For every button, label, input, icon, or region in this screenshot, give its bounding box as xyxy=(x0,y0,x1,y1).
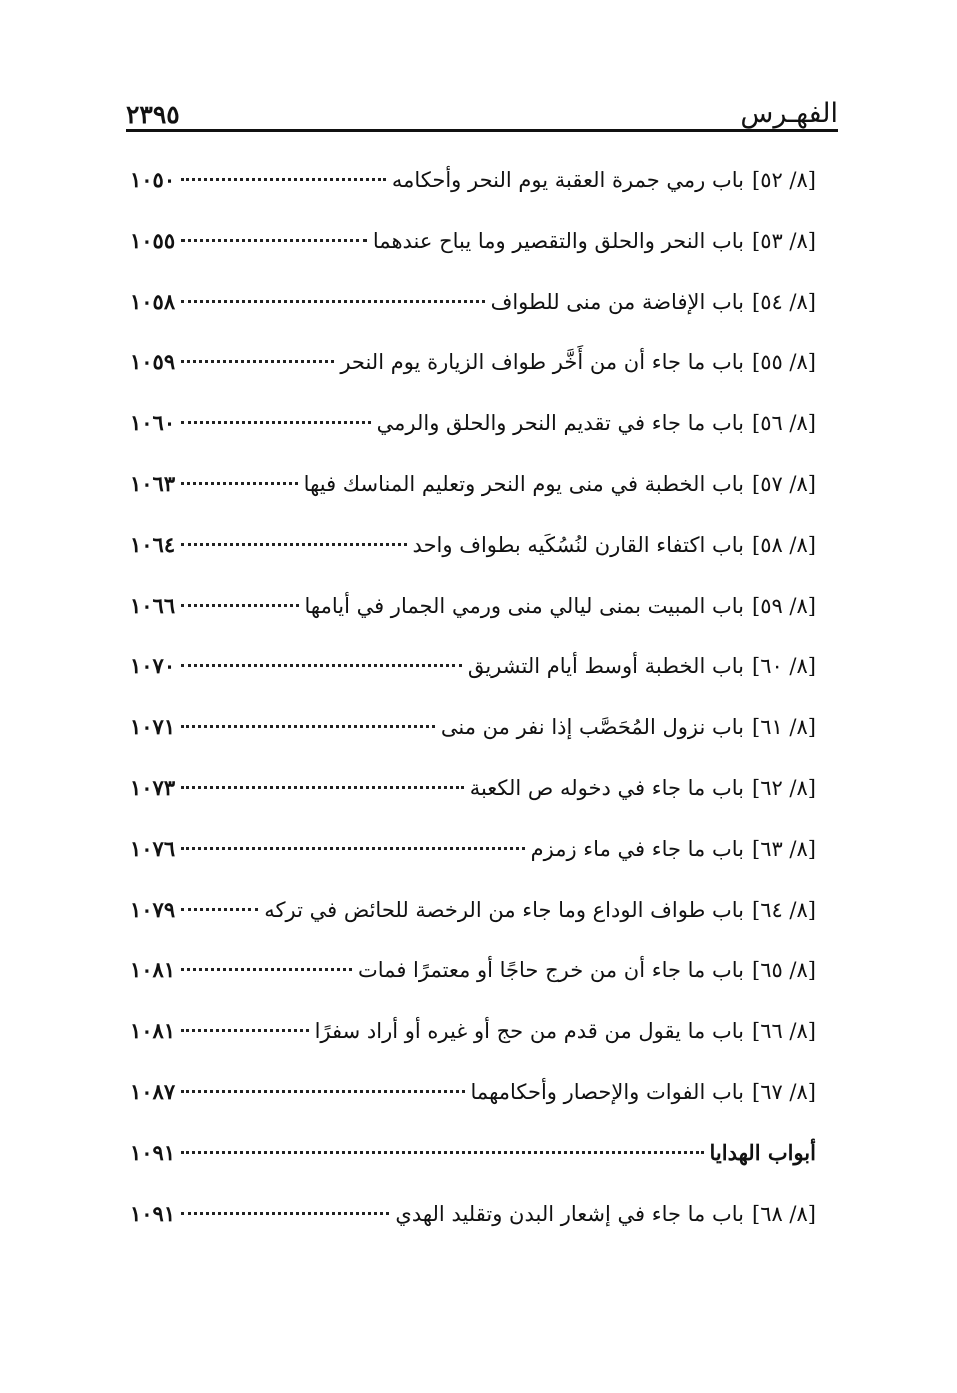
entry-reference: [٨/ ٥٩] xyxy=(751,593,816,618)
dot-leader xyxy=(181,300,484,303)
toc-entry xyxy=(130,576,816,637)
entry-title: باب الإفاضة من منى للطواف xyxy=(490,289,744,314)
toc-entry xyxy=(130,1001,816,1062)
entry-title: باب الخطبة أوسط أيام التشريق xyxy=(467,654,744,679)
entry-title: باب ما يقول من قدم من حج أو غيره أو أراد سفرًا xyxy=(314,1019,744,1044)
entry-page-number: ١٠٩١ xyxy=(130,1139,176,1165)
dot-leader xyxy=(181,543,406,546)
entry-title: باب اكتفاء القارن لنُسُكَيه بطواف واحد xyxy=(412,532,744,557)
toc-entry xyxy=(130,636,816,697)
toc-entry xyxy=(130,454,816,515)
page-number: ٢٣٩٥ xyxy=(126,100,180,129)
entry-title: باب نزول المُحَصَّب إذا نفر من منى xyxy=(440,715,744,740)
toc-entry xyxy=(130,211,816,272)
dot-leader xyxy=(181,178,386,181)
entry-reference: [٨/ ٦٦] xyxy=(751,1019,816,1044)
entry-title: باب ما جاء أن من خرج حاجًا أو معتمرًا فمات xyxy=(358,958,744,983)
entry-page-number: ١٠٧٦ xyxy=(130,835,176,861)
toc-entry xyxy=(130,1184,816,1245)
dot-leader xyxy=(181,1151,703,1154)
dot-leader xyxy=(181,908,258,911)
toc-entry xyxy=(130,940,816,1001)
dot-leader xyxy=(181,725,435,728)
entry-title: أبواب الهدايا xyxy=(709,1139,816,1165)
entry-title: باب المبيت بمنى ليالي منى ورمي الجمار في أيامها xyxy=(304,593,744,618)
dot-leader xyxy=(181,360,334,363)
entry-page-number: ١٠٥٥ xyxy=(130,227,176,253)
dot-leader xyxy=(181,604,298,607)
entry-reference: [٨/ ٥٧] xyxy=(751,471,816,496)
entry-reference: [٨/ ٦٨] xyxy=(751,1201,816,1226)
entry-page-number: ١٠٧٣ xyxy=(130,774,176,800)
dot-leader xyxy=(181,968,352,971)
dot-leader xyxy=(181,482,298,485)
entry-title: باب النحر والحلق والتقصير وما يباح عندهما xyxy=(372,228,744,253)
entry-reference: [٨/ ٦٥] xyxy=(751,958,816,983)
entry-title: باب الفوات والإحصار وأحكامهما xyxy=(470,1079,744,1104)
running-title: الفهـرس xyxy=(740,98,838,129)
entry-reference: [٨/ ٥٥] xyxy=(751,350,816,375)
toc-entry xyxy=(130,880,816,941)
entry-reference: [٨/ ٦٢] xyxy=(751,775,816,800)
toc-entry xyxy=(130,1062,816,1123)
entry-title: باب الخطبة في منى يوم النحر وتعليم المناسك فيها xyxy=(303,471,744,496)
entry-page-number: ١٠٧٩ xyxy=(130,896,176,922)
entry-reference: [٨/ ٥٣] xyxy=(751,228,816,253)
toc-entry xyxy=(130,332,816,393)
entry-page-number: ١٠٥٨ xyxy=(130,288,176,314)
toc-entry xyxy=(130,697,816,758)
entry-page-number: ١٠٦٦ xyxy=(130,592,176,618)
entry-page-number: ١٠٦٤ xyxy=(130,531,176,557)
entry-reference: [٨/ ٦٤] xyxy=(751,897,816,922)
entry-page-number: ١٠٦٠ xyxy=(130,410,176,436)
entry-page-number: ١٠٥٩ xyxy=(130,349,176,375)
entry-title: باب ما جاء في إشعار البدن وتقليد الهدي xyxy=(395,1201,744,1226)
entry-title: باب ما جاء في دخوله ص الكعبة xyxy=(469,775,744,800)
entry-page-number: ١٠٨٧ xyxy=(130,1078,176,1104)
entry-title: باب ما جاء في تقديم النحر والحلق والرمي xyxy=(376,411,744,436)
entry-reference: [٨/ ٦١] xyxy=(751,715,816,740)
dot-leader xyxy=(181,421,371,424)
entry-reference: [٨/ ٥٢] xyxy=(751,168,816,192)
entry-reference: [٨/ ٦٧] xyxy=(751,1079,816,1104)
toc-entry xyxy=(130,758,816,819)
entry-page-number: ١٠٩١ xyxy=(130,1200,176,1226)
table-of-contents xyxy=(130,150,816,1244)
entry-reference: [٨/ ٦٠] xyxy=(751,654,816,679)
dot-leader xyxy=(181,1029,308,1032)
entry-title: باب ما جاء في ماء زمزم xyxy=(530,836,744,861)
entry-page-number: ١٠٦٣ xyxy=(130,470,176,496)
entry-title: باب رمي جمرة العقبة يوم النحر وأحكامه xyxy=(391,168,744,192)
toc-entry xyxy=(130,393,816,454)
entry-title: باب ما جاء أن من أَخَّر طواف الزيارة يوم النحر xyxy=(340,350,744,375)
entry-page-number: ١٠٧١ xyxy=(130,714,176,740)
dot-leader xyxy=(181,847,525,850)
dot-leader xyxy=(181,1090,464,1093)
entry-reference: [٨/ ٥٦] xyxy=(751,411,816,436)
toc-section-heading xyxy=(130,1123,816,1184)
entry-page-number: ١٠٨١ xyxy=(130,957,176,983)
toc-entry xyxy=(130,150,816,211)
entry-reference: [٨/ ٦٣] xyxy=(751,836,816,861)
toc-entry xyxy=(130,272,816,333)
dot-leader xyxy=(181,786,464,789)
entry-title: باب طواف الوداع وما جاء من الرخصة للحائض في تركه xyxy=(264,897,744,922)
dot-leader xyxy=(181,239,367,242)
dot-leader xyxy=(181,1212,389,1215)
toc-entry xyxy=(130,819,816,880)
entry-page-number: ١٠٥٠ xyxy=(130,167,176,192)
entry-reference: [٨/ ٥٤] xyxy=(751,289,816,314)
entry-page-number: ١٠٧٠ xyxy=(130,653,176,679)
entry-page-number: ١٠٨١ xyxy=(130,1018,176,1044)
toc-entry xyxy=(130,515,816,576)
page-header xyxy=(126,92,838,132)
entry-reference: [٨/ ٥٨] xyxy=(751,532,816,557)
dot-leader xyxy=(181,664,462,667)
